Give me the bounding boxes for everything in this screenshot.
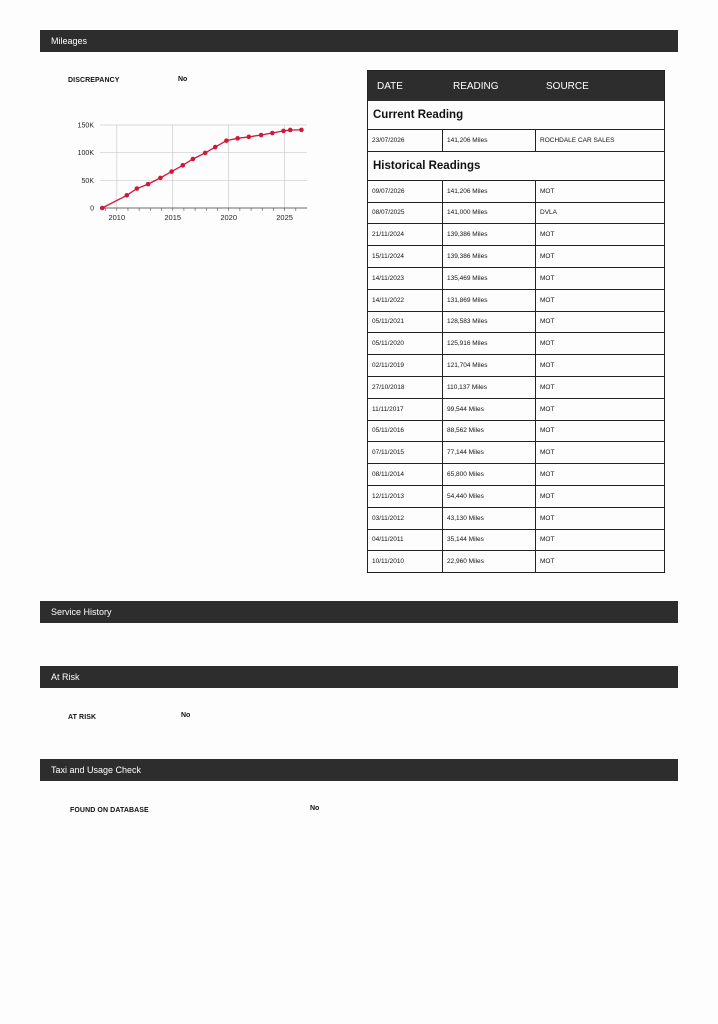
discrepancy-value: No	[178, 76, 188, 83]
row-source: MOT	[540, 187, 555, 195]
row-source: MOT	[540, 362, 555, 370]
data-point	[146, 182, 151, 187]
row-source: MOT	[540, 296, 555, 304]
row-source: MOT	[540, 340, 555, 348]
row-source: MOT	[540, 536, 555, 544]
service-history-title: Service History	[51, 607, 112, 617]
row-source: MOT	[540, 514, 555, 522]
row-reading: 77,144 Miles	[443, 442, 536, 463]
data-point	[281, 129, 286, 134]
header-source: SOURCE	[546, 80, 589, 92]
data-point	[203, 151, 208, 156]
service-history-section-header	[40, 601, 678, 623]
table-header	[368, 71, 664, 101]
row-reading: 22,960 Miles	[443, 551, 536, 572]
data-point	[125, 193, 130, 198]
current-rows	[368, 129, 664, 151]
row-source: MOT	[540, 318, 555, 326]
row-reading: 141,000 Miles	[443, 203, 536, 224]
y-tick-label: 150K	[77, 122, 94, 130]
x-tick-label: 2015	[164, 213, 182, 222]
table-row	[368, 311, 664, 333]
mileages-title: Mileages	[51, 36, 88, 46]
row-source: MOT	[540, 449, 555, 457]
row-source: MOT	[540, 253, 555, 261]
at-risk-label: AT RISK	[68, 714, 97, 721]
row-reading: 65,800 Miles	[443, 464, 536, 485]
row-date: 05/11/2020	[368, 333, 443, 354]
row-source: MOT	[540, 274, 555, 282]
data-point	[235, 136, 240, 141]
row-reading: 128,583 Miles	[443, 312, 536, 333]
row-date: 14/11/2023	[368, 268, 443, 289]
at-risk-value: No	[181, 712, 191, 719]
row-reading: 35,144 Miles	[443, 530, 536, 551]
found-on-database-value: No	[310, 805, 320, 812]
row-reading: 121,704 Miles	[443, 355, 536, 376]
row-date: 04/11/2011	[368, 530, 443, 551]
row-source: MOT	[540, 471, 555, 479]
row-date: 11/11/2017	[368, 399, 443, 420]
x-tick-label: 2020	[220, 213, 238, 222]
y-tick-label: 0	[90, 205, 94, 213]
data-point	[259, 133, 264, 138]
data-point	[169, 169, 174, 174]
table-row	[368, 507, 664, 529]
data-point	[224, 138, 229, 143]
row-reading: 141,206 Miles	[443, 181, 536, 202]
row-date: 05/11/2021	[368, 312, 443, 333]
row-date: 03/11/2012	[368, 508, 443, 529]
taxi-usage-title: Taxi and Usage Check	[51, 765, 142, 775]
table-row	[368, 550, 664, 572]
header-date: DATE	[377, 80, 403, 92]
row-reading: 99,544 Miles	[443, 399, 536, 420]
data-point	[213, 145, 218, 150]
mileages-section-header	[40, 30, 678, 52]
row-reading: 54,440 Miles	[443, 486, 536, 507]
x-tick-label: 2010	[108, 213, 126, 222]
table-row	[368, 202, 664, 224]
table-row	[368, 180, 664, 202]
row-source: MOT	[540, 427, 555, 435]
table-row	[368, 398, 664, 420]
row-date: 10/11/2010	[368, 551, 443, 572]
row-source: MOT	[540, 405, 555, 413]
row-date: 05/11/2016	[368, 421, 443, 442]
row-source: MOT	[540, 383, 555, 391]
row-date: 08/07/2025	[368, 203, 443, 224]
header-reading: READING	[453, 80, 499, 92]
data-point	[181, 163, 186, 168]
data-point	[191, 157, 196, 162]
data-point	[299, 128, 304, 133]
row-source: ROCHDALE CAR SALES	[540, 136, 615, 144]
at-risk-title: At Risk	[51, 672, 80, 682]
row-reading: 139,386 Miles	[443, 246, 536, 267]
y-tick-label: 50K	[81, 177, 94, 185]
row-date: 09/07/2026	[368, 181, 443, 202]
table-row	[368, 463, 664, 485]
at-risk-section-header	[40, 666, 678, 688]
table-row	[368, 485, 664, 507]
table-row	[368, 354, 664, 376]
row-date: 15/11/2024	[368, 246, 443, 267]
table-row	[368, 529, 664, 551]
data-point	[247, 135, 252, 140]
row-source: DVLA	[540, 209, 557, 217]
table-row	[368, 441, 664, 463]
row-date: 08/11/2014	[368, 464, 443, 485]
row-reading: 131,869 Miles	[443, 290, 536, 311]
discrepancy-label: DISCREPANCY	[68, 77, 120, 84]
y-tick-label: 100K	[77, 150, 94, 158]
historical-readings-title: Historical Readings	[368, 151, 664, 180]
row-date: 23/07/2026	[368, 130, 443, 151]
mileage-series-line	[102, 130, 301, 208]
row-reading: 88,562 Miles	[443, 421, 536, 442]
row-reading: 43,130 Miles	[443, 508, 536, 529]
row-source: MOT	[540, 231, 555, 239]
data-point	[100, 206, 105, 211]
row-date: 14/11/2022	[368, 290, 443, 311]
row-reading: 141,206 Miles	[443, 130, 536, 151]
table-row	[368, 129, 664, 151]
row-reading: 139,386 Miles	[443, 224, 536, 245]
table-row	[368, 223, 664, 245]
table-row	[368, 267, 664, 289]
row-date: 02/11/2019	[368, 355, 443, 376]
row-source: MOT	[540, 558, 555, 566]
row-reading: 125,916 Miles	[443, 333, 536, 354]
x-tick-label: 2025	[276, 213, 293, 222]
row-reading: 135,469 Miles	[443, 268, 536, 289]
mileage-table	[367, 70, 665, 573]
row-date: 27/10/2018	[368, 377, 443, 398]
data-point	[288, 128, 293, 133]
historical-rows	[368, 180, 664, 572]
data-point	[158, 176, 163, 181]
mileage-chart	[62, 115, 322, 225]
table-row	[368, 420, 664, 442]
table-row	[368, 376, 664, 398]
data-point	[270, 131, 275, 136]
data-point	[135, 186, 140, 191]
taxi-usage-section-header	[40, 759, 678, 781]
row-date: 21/11/2024	[368, 224, 443, 245]
current-reading-title: Current Reading	[373, 109, 464, 121]
row-source: MOT	[540, 492, 555, 500]
table-row	[368, 289, 664, 311]
table-row	[368, 332, 664, 354]
row-date: 07/11/2015	[368, 442, 443, 463]
table-row	[368, 245, 664, 267]
row-reading: 110,137 Miles	[443, 377, 536, 398]
found-on-database-label: FOUND ON DATABASE	[70, 807, 149, 814]
row-date: 12/11/2013	[368, 486, 443, 507]
